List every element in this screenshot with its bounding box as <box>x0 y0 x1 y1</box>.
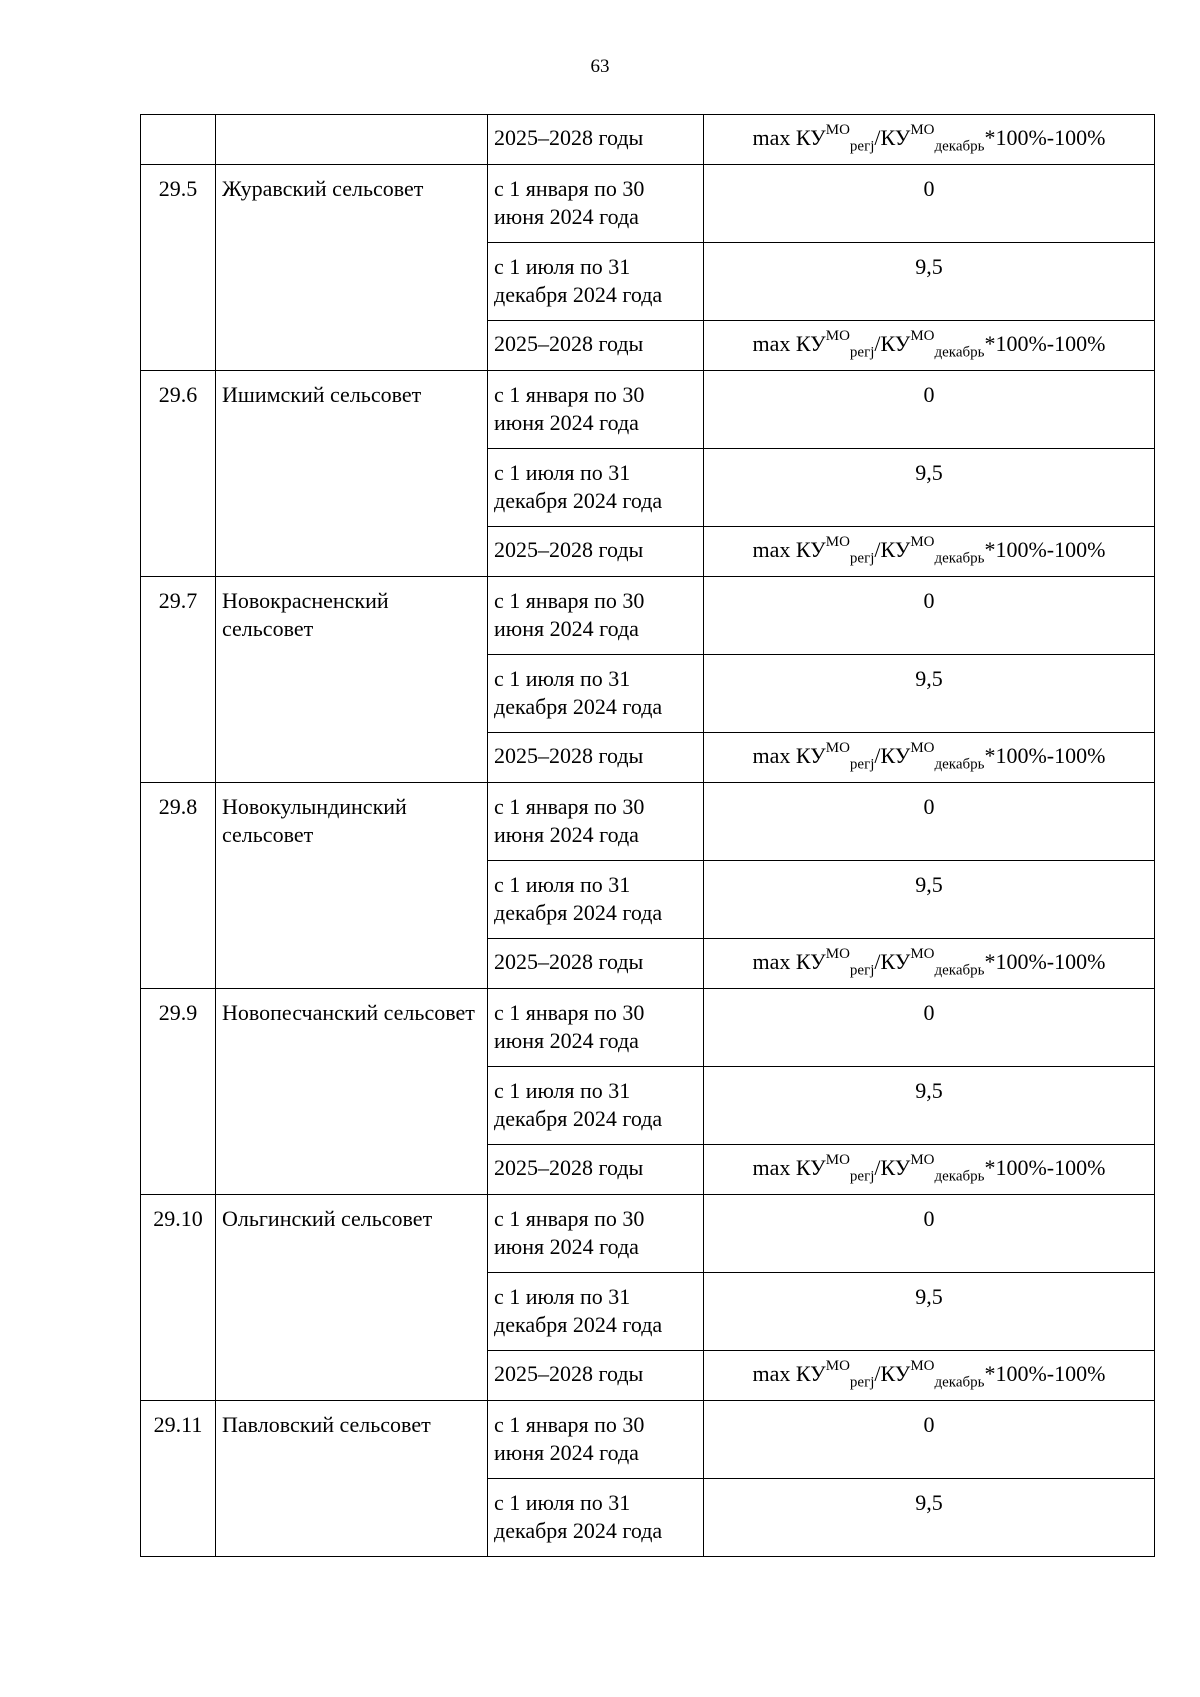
formula-subscript: декабрь <box>934 138 985 155</box>
row-number-cell: 29.8 <box>141 783 216 989</box>
formula-superscript: МО <box>825 327 850 344</box>
formula-prefix: max КУ <box>752 537 826 562</box>
municipality-name-cell: Ольгинский сельсовет <box>216 1195 488 1401</box>
index-value-cell: 9,5 <box>704 1273 1155 1351</box>
formula-divider: /КУ <box>874 743 911 768</box>
formula-subscript: регj <box>849 344 875 361</box>
formula-subscript: регj <box>849 550 875 567</box>
formula-prefix: max КУ <box>752 949 826 974</box>
row-number-cell: 29.7 <box>141 577 216 783</box>
formula-cell <box>704 1145 1155 1195</box>
index-value-cell: 0 <box>704 989 1155 1067</box>
row-number-cell: 29.6 <box>141 371 216 577</box>
formula-subscript: декабрь <box>934 344 985 361</box>
municipality-name-cell: Ишимский сельсовет <box>216 371 488 577</box>
formula-superscript: МО <box>825 945 850 962</box>
row-number-cell <box>141 115 216 165</box>
period-cell: с 1 января по 30 июня 2024 года <box>488 783 704 861</box>
index-value-cell: 0 <box>704 1401 1155 1479</box>
table-row <box>141 371 1155 449</box>
formula-suffix: *100%-100% <box>984 743 1106 768</box>
period-cell: с 1 января по 30 июня 2024 года <box>488 577 704 655</box>
formula-superscript: МО <box>910 1151 935 1168</box>
formula-cell <box>704 1351 1155 1401</box>
formula-superscript: МО <box>910 327 935 344</box>
page-number: 63 <box>590 56 610 77</box>
formula-cell <box>704 321 1155 371</box>
formula-prefix: max КУ <box>752 1361 826 1386</box>
index-value-cell: 9,5 <box>704 449 1155 527</box>
period-cell: 2025–2028 годы <box>488 527 704 577</box>
index-value-cell: 0 <box>704 371 1155 449</box>
formula-superscript: МО <box>910 1357 935 1374</box>
formula-cell <box>704 115 1155 165</box>
formula-subscript: регj <box>849 756 875 773</box>
index-value-cell: 9,5 <box>704 1479 1155 1557</box>
formula-subscript: декабрь <box>934 1374 985 1391</box>
municipality-name-cell: Павловский сельсовет <box>216 1401 488 1557</box>
period-cell: с 1 июля по 31 декабря 2024 года <box>488 449 704 527</box>
period-cell: 2025–2028 годы <box>488 733 704 783</box>
formula-prefix: max КУ <box>752 743 826 768</box>
formula-superscript: МО <box>910 121 935 138</box>
row-number-cell: 29.9 <box>141 989 216 1195</box>
index-value-cell: 9,5 <box>704 655 1155 733</box>
formula-suffix: *100%-100% <box>984 949 1106 974</box>
formula-suffix: *100%-100% <box>984 1361 1106 1386</box>
formula-divider: /КУ <box>874 331 911 356</box>
formula-subscript: регj <box>849 962 875 979</box>
formula-suffix: *100%-100% <box>984 331 1106 356</box>
table-row <box>141 1401 1155 1479</box>
period-cell: с 1 июля по 31 декабря 2024 года <box>488 1067 704 1145</box>
table-row <box>141 1195 1155 1273</box>
index-value-cell: 0 <box>704 783 1155 861</box>
table-body <box>141 115 1155 1557</box>
period-cell: с 1 января по 30 июня 2024 года <box>488 371 704 449</box>
period-cell: с 1 января по 30 июня 2024 года <box>488 165 704 243</box>
row-number-cell: 29.11 <box>141 1401 216 1557</box>
formula-subscript: декабрь <box>934 550 985 567</box>
formula-superscript: МО <box>825 533 850 550</box>
period-cell: 2025–2028 годы <box>488 939 704 989</box>
table-row <box>141 989 1155 1067</box>
formula-divider: /КУ <box>874 949 911 974</box>
period-cell: с 1 января по 30 июня 2024 года <box>488 1401 704 1479</box>
formula-prefix: max КУ <box>752 331 826 356</box>
table-row <box>141 115 1155 165</box>
formula-divider: /КУ <box>874 1361 911 1386</box>
formula-divider: /КУ <box>874 537 911 562</box>
formula-superscript: МО <box>910 945 935 962</box>
formula-superscript: МО <box>825 1151 850 1168</box>
period-cell: с 1 июля по 31 декабря 2024 года <box>488 1273 704 1351</box>
table-row <box>141 577 1155 655</box>
formula-subscript: декабрь <box>934 1168 985 1185</box>
formula-subscript: регj <box>849 138 875 155</box>
formula-superscript: МО <box>825 739 850 756</box>
formula-prefix: max КУ <box>752 1155 826 1180</box>
table-row <box>141 165 1155 243</box>
formula-superscript: МО <box>910 533 935 550</box>
formula-superscript: МО <box>825 1357 850 1374</box>
index-value-cell: 0 <box>704 1195 1155 1273</box>
formula-subscript: декабрь <box>934 962 985 979</box>
formula-subscript: регj <box>849 1168 875 1185</box>
formula-subscript: регj <box>849 1374 875 1391</box>
municipality-name-cell: Новокулындинский сельсовет <box>216 783 488 989</box>
municipality-name-cell: Новокрасненский сельсовет <box>216 577 488 783</box>
period-cell: с 1 июля по 31 декабря 2024 года <box>488 1479 704 1557</box>
period-cell: 2025–2028 годы <box>488 1351 704 1401</box>
formula-suffix: *100%-100% <box>984 1155 1106 1180</box>
period-cell: с 1 января по 30 июня 2024 года <box>488 1195 704 1273</box>
period-cell: с 1 января по 30 июня 2024 года <box>488 989 704 1067</box>
formula-cell <box>704 939 1155 989</box>
formula-suffix: *100%-100% <box>984 537 1106 562</box>
formula-superscript: МО <box>825 121 850 138</box>
period-cell: 2025–2028 годы <box>488 321 704 371</box>
formula-divider: /КУ <box>874 125 911 150</box>
municipality-name-cell <box>216 115 488 165</box>
formula-cell <box>704 527 1155 577</box>
formula-prefix: max КУ <box>752 125 826 150</box>
index-value-cell: 0 <box>704 165 1155 243</box>
formula-suffix: *100%-100% <box>984 125 1106 150</box>
tariff-index-table <box>140 114 1155 1557</box>
row-number-cell: 29.10 <box>141 1195 216 1401</box>
period-cell: с 1 июля по 31 декабря 2024 года <box>488 861 704 939</box>
formula-subscript: декабрь <box>934 756 985 773</box>
period-cell: с 1 июля по 31 декабря 2024 года <box>488 655 704 733</box>
period-cell: с 1 июля по 31 декабря 2024 года <box>488 243 704 321</box>
formula-cell <box>704 733 1155 783</box>
index-value-cell: 9,5 <box>704 243 1155 321</box>
period-cell: 2025–2028 годы <box>488 115 704 165</box>
table-row <box>141 783 1155 861</box>
period-cell: 2025–2028 годы <box>488 1145 704 1195</box>
index-value-cell: 9,5 <box>704 1067 1155 1145</box>
index-value-cell: 9,5 <box>704 861 1155 939</box>
index-value-cell: 0 <box>704 577 1155 655</box>
row-number-cell: 29.5 <box>141 165 216 371</box>
municipality-name-cell: Новопесчанский сельсовет <box>216 989 488 1195</box>
municipality-name-cell: Журавский сельсовет <box>216 165 488 371</box>
formula-divider: /КУ <box>874 1155 911 1180</box>
formula-superscript: МО <box>910 739 935 756</box>
